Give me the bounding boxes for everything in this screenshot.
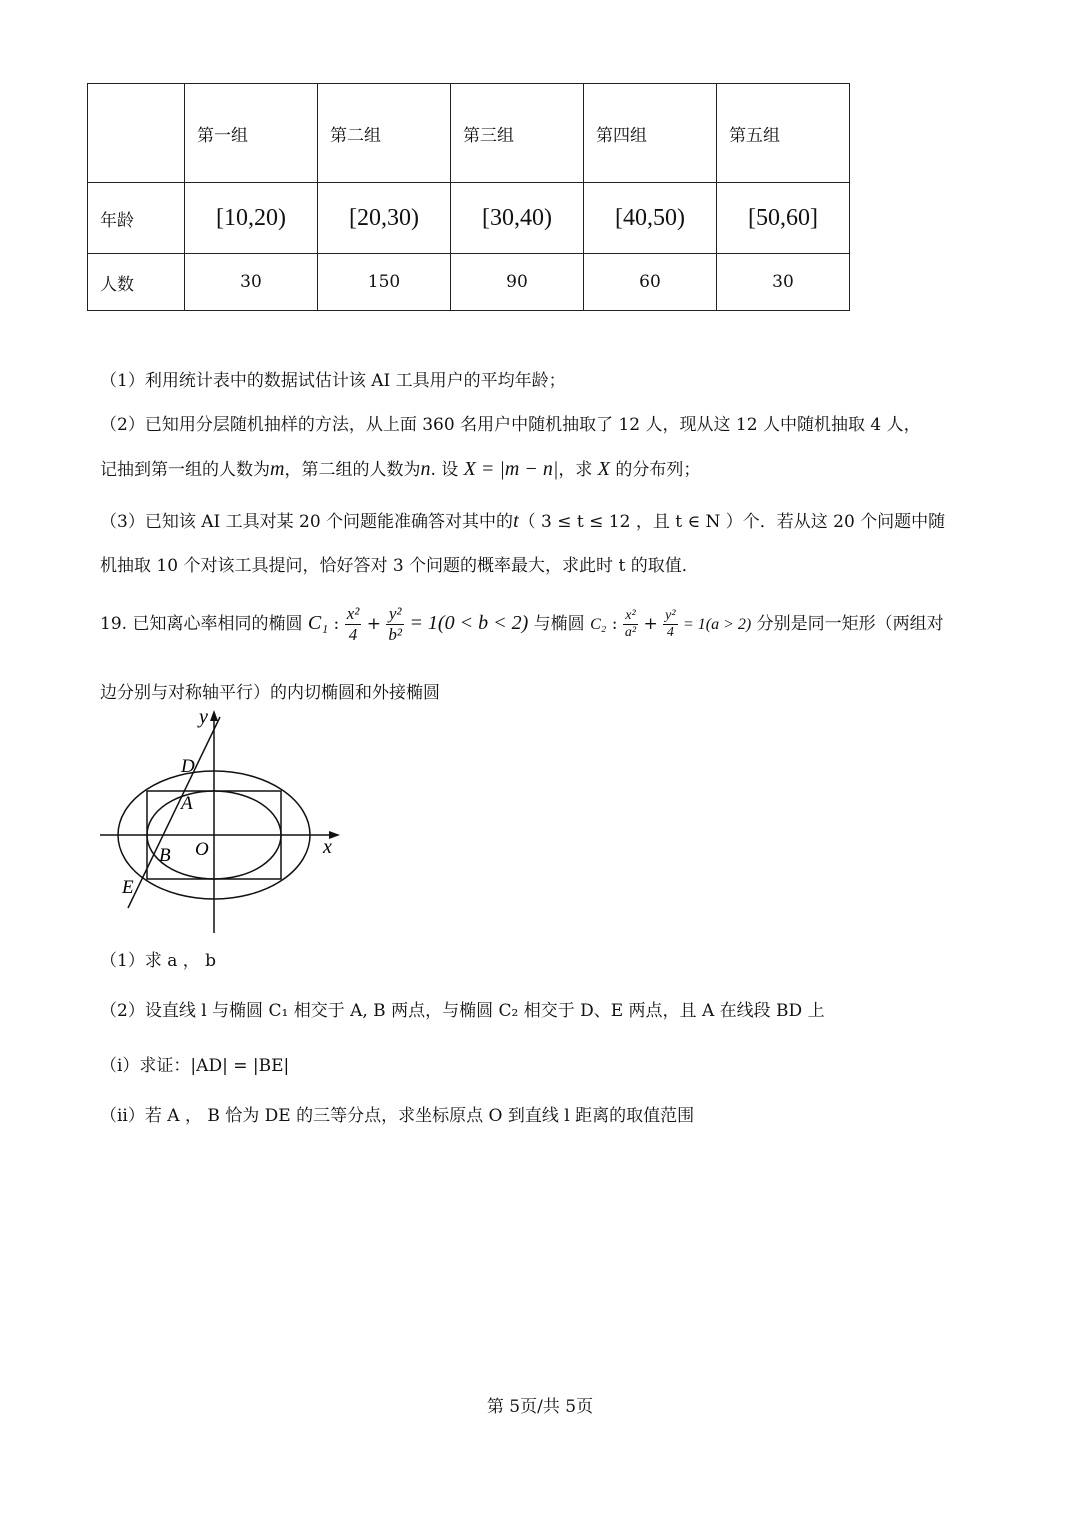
q19-part2-i: （i）求证：|AD| = |BE| xyxy=(100,1056,290,1076)
text: 分别是同一矩形（两组对 xyxy=(756,614,944,634)
text: ，第二组的人数为 xyxy=(284,460,421,480)
q19-part2: （2）设直线 l 与椭圆 C₁ 相交于 A, B 两点，与椭圆 C₂ 相交于 D、E 两点，且 A 在线段 BD 上 xyxy=(100,1001,825,1021)
ellipse-c2-label: C₂ xyxy=(590,616,607,633)
age-interval: [20,30) xyxy=(318,183,451,254)
group-4-header: 第四组 xyxy=(584,84,717,183)
count-label: 人数 xyxy=(88,254,185,311)
var-n: n xyxy=(420,458,431,480)
q19-intro: 19. 已知离心率相同的椭圆 C₁ : $\frac{\text{x²}}{4}$ + $\frac{\text{y²}}{\text{b²}}$ = 1(0 < b < 2) 与椭圆 C₂ : $\frac{\text{x²}}{\text{a²}}$ + $\frac{\text{y²}}{4}$ = 1(a > 2) 分别是同一矩形（两组对 xyxy=(100,604,944,644)
var-t: t xyxy=(513,510,519,532)
frac-den: 4 xyxy=(348,625,358,644)
label-y: y xyxy=(199,706,208,728)
count-value: 30 xyxy=(185,254,318,311)
text: （ 3 ≤ t ≤ 12 ，且 t ∈ N ）个．若从这 20 个问题中随 xyxy=(518,512,946,532)
q18-part3-line1 xyxy=(100,507,945,533)
q19-part2-ii: （ii）若 A ， B 恰为 DE 的三等分点，求坐标原点 O 到直线 l 距离的取值范围 xyxy=(100,1106,695,1126)
q18-part3-line2: 机抽取 10 个对该工具提问，恰好答对 3 个问题的概率最大，求此时 t 的取值． xyxy=(100,556,699,576)
var-m: m xyxy=(270,458,285,480)
fraction xyxy=(663,608,677,641)
count-value: 30 xyxy=(717,254,850,311)
equation-tail: = 1(0 < b < 2) xyxy=(409,612,529,634)
q19-part1: （1）求 a ， b xyxy=(100,951,217,971)
text: 记抽到第一组的人数为 xyxy=(100,460,270,480)
group-2-header: 第二组 xyxy=(318,84,451,183)
count-value: 90 xyxy=(451,254,584,311)
age-interval: [40,50) xyxy=(584,183,717,254)
q18-part2-line2 xyxy=(100,455,700,481)
frac-num: y² xyxy=(665,608,676,623)
ellipse-c1-label: C₁ xyxy=(307,612,329,634)
label-d: D xyxy=(181,756,195,777)
text: 19. 已知离心率相同的椭圆 xyxy=(100,614,303,634)
q18-part1: （1）利用统计表中的数据试估计该 AI 工具用户的平均年龄； xyxy=(100,371,566,391)
label-b: B xyxy=(159,845,171,866)
frac-den: b² xyxy=(388,625,403,644)
text: . 设 xyxy=(430,460,459,480)
fraction xyxy=(386,604,404,645)
ellipse-figure xyxy=(95,705,355,935)
page-footer: 第 5页/共 5页 xyxy=(486,1397,594,1417)
table-row-count xyxy=(88,254,850,311)
text: （3）已知该 AI 工具对某 20 个问题能准确答对其中的 xyxy=(100,512,514,532)
count-value: 150 xyxy=(318,254,451,311)
frac-den: a² xyxy=(624,625,637,640)
frac-den: 4 xyxy=(666,625,674,640)
table-cell xyxy=(88,84,185,183)
y-axis-arrow xyxy=(210,710,218,721)
var-x: X xyxy=(597,458,610,480)
group-5-header: 第五组 xyxy=(717,84,850,183)
q19-intro-line2: 边分别与对称轴平行）的内切椭圆和外接椭圆 xyxy=(100,683,440,703)
table-row-age xyxy=(88,183,850,254)
text: 的分布列； xyxy=(615,460,701,480)
count-value: 60 xyxy=(584,254,717,311)
age-interval: [30,40) xyxy=(451,183,584,254)
frac-num: y² xyxy=(386,604,404,625)
expr-x: X = |m − n| xyxy=(463,458,559,480)
group-1-header: 第一组 xyxy=(185,84,318,183)
table-header-row xyxy=(88,84,850,183)
text: ，求 xyxy=(558,460,593,480)
text: 与椭圆 xyxy=(533,614,585,634)
age-label: 年龄 xyxy=(88,183,185,254)
q18-part2-line1: （2）已知用分层随机抽样的方法，从上面 360 名用户中随机抽取了 12 人，现从这 12 人中随机抽取 4 人， xyxy=(100,415,921,435)
frac-num: x² xyxy=(346,604,360,623)
fraction xyxy=(623,608,638,641)
stats-table xyxy=(87,83,850,311)
age-interval: [50,60] xyxy=(717,183,850,254)
frac-num: x² xyxy=(623,608,638,625)
equation-tail: = 1(a > 2) xyxy=(682,616,752,633)
label-x: x xyxy=(323,836,332,858)
age-interval: [10,20) xyxy=(185,183,318,254)
group-3-header: 第三组 xyxy=(451,84,584,183)
label-o: O xyxy=(195,839,209,860)
label-e: E xyxy=(122,877,134,898)
fraction xyxy=(345,604,362,645)
label-a: A xyxy=(181,793,193,814)
